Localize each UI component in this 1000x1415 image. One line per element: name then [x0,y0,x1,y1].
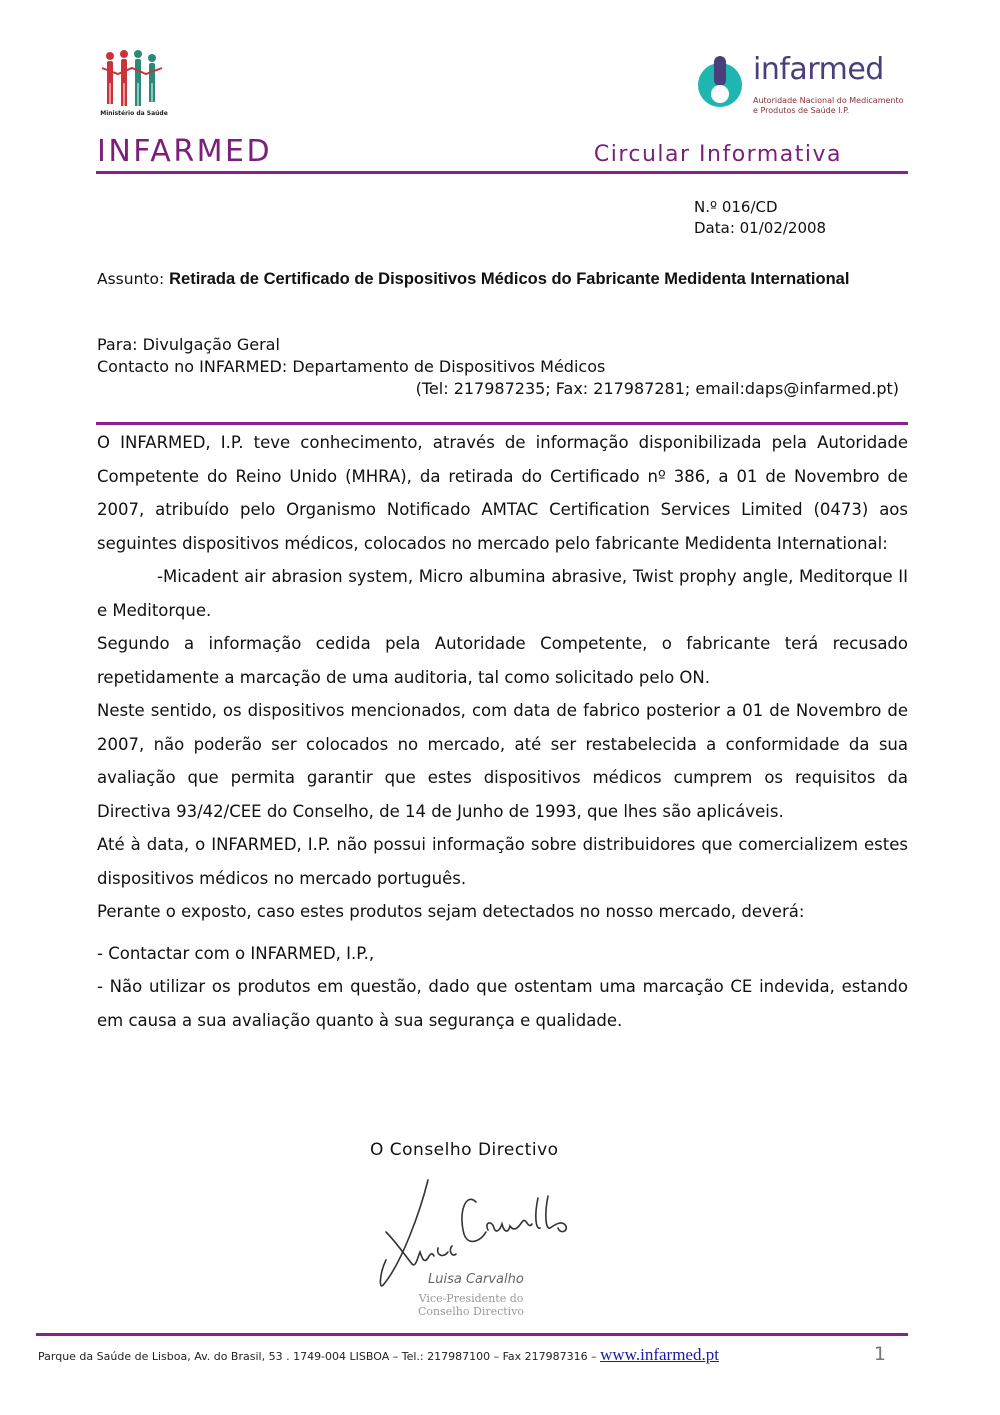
subject-text: Retirada de Certificado de Dispositivos Médicos do Fabricante Medidenta International [169,270,850,288]
subject [97,269,857,290]
body-paragraph: Perante o exposto, caso estes produtos sejam detectados no nosso mercado, deverá: [97,902,805,921]
footer-divider [36,1333,908,1336]
body-paragraph: Neste sentido, os dispositivos mencionados, com data de fabrico posterior a 01 de Novembro de 2007, não poderão ser colocados no mercado, até ser restabelecida a conformidade da sua avaliação que permita garantir que estes dispositivos médicos cumprem os requisitos da Directiva 93/42/CEE do Conselho, de 14 de Junho de 1993, que lhes são aplicáveis. [97,701,908,821]
council-title: O Conselho Directivo [370,1140,559,1160]
subject-label: Assunto: [97,270,165,288]
body-paragraph: Até à data, o INFARMED, I.P. não possui informação sobre distribuidores que comercializem estes dispositivos médicos no mercado português. [97,835,908,888]
recipients-contact-details: (Tel: 217987235; Fax: 217987281; email:daps@infarmed.pt) [415,379,899,398]
document-meta [694,197,826,239]
recipients-block [97,334,907,400]
recipients-contact: Contacto no INFARMED: Departamento de Dispositivos Médicos [97,357,606,376]
body-paragraph: -Micadent air abrasion system, Micro albumina abrasive, Twist prophy angle, Meditorque II e Meditorque. [97,567,908,620]
stamp-name: Luisa Carvalho [428,1272,524,1287]
circular-date: Data: 01/02/2008 [694,219,827,237]
body-paragraph: O INFARMED, I.P. teve conhecimento, através de informação disponibilizada pela Autoridade Competente do Reino Unido (MHRA), da retirada do Certificado nº 386, a 01 de Novembro de 2007, atribuído pelo Organismo Notificado AMTAC Certification Services Limited (0473) aos seguintes dispositivos médicos, colocados no mercado pelo fabricante Medidenta International: [97,433,908,553]
circular-number: N.º 016/CD [694,198,778,216]
brand-title: INFARMED [97,134,273,169]
body-text [97,426,908,1037]
page-number: 1 [873,1343,886,1365]
body-list-item: - Contactar com o INFARMED, I.P., [97,943,375,963]
stamp-role: Vice-Presidente do Conselho Directivo [418,1292,525,1318]
document-type: Circular Informativa [593,142,842,167]
footer [38,1345,719,1365]
ministry-caption: Ministério da Saúde [100,110,168,117]
header-divider [96,171,908,174]
logo-subtitle: Autoridade Nacional do Medicamento e Produtos de Saúde I.P. [753,96,904,115]
body-paragraph: Segundo a informação cedida pela Autoridade Competente, o fabricante terá recusado repetidamente a marcação de uma auditoria, tal como solicitado pelo ON. [97,634,908,687]
recipients-to: Para: Divulgação Geral [97,335,280,354]
body-list-item: - Não utilizar os produtos em questão, dado que ostentam uma marcação CE indevida, estando em causa a sua avaliação quanto à sua segurança e qualidade. [97,977,908,1030]
website-link[interactable]: www.infarmed.pt [600,1345,719,1364]
logo-wordmark: infarmed [753,52,884,87]
footer-address: Parque da Saúde de Lisboa, Av. do Brasil, 53 . 1749-004 LISBOA – Tel.: 217987100 – Fax 217987316 – [38,1350,601,1363]
section-divider [96,422,908,425]
